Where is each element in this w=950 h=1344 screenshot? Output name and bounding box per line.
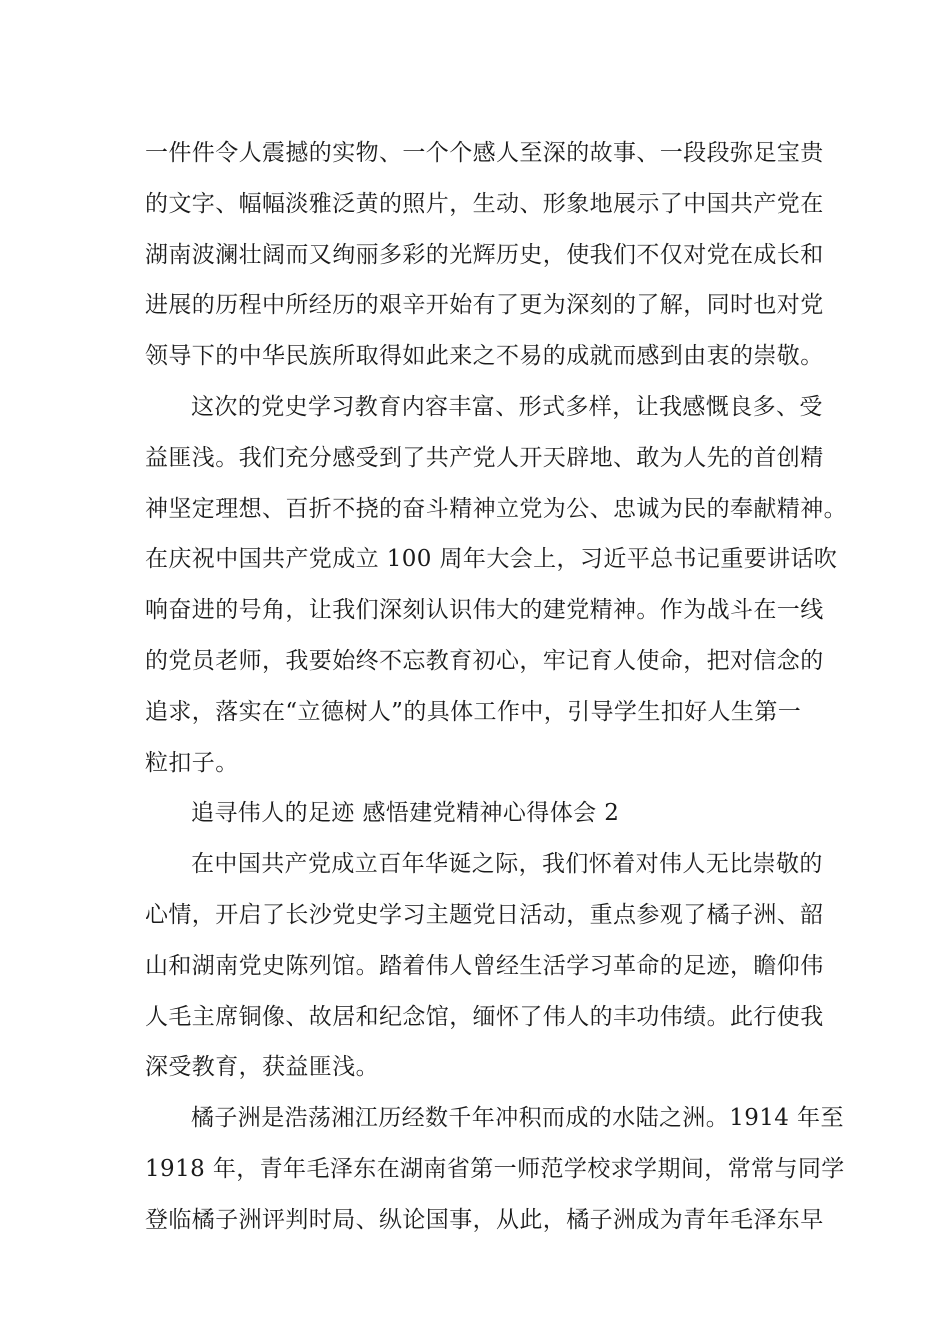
text-line: 山和湖南党史陈列馆。踏着伟人曾经生活学习革命的足迹，瞻仰伟 [145, 952, 824, 979]
text-line: 响奋进的号角，让我们深刻认识伟大的建党精神。作为战斗在一线 [145, 597, 824, 624]
text-line: 的文字、幅幅淡雅泛黄的照片，生动、形象地展示了中国共产党在 [145, 190, 824, 217]
text-line: 神坚定理想、百折不挠的奋斗精神立党为公、忠诚为民的奉献精神。 [145, 495, 847, 522]
paragraph-first-line: 在中国共产党成立百年华诞之际，我们怀着对伟人无比崇敬的 [191, 851, 823, 878]
text-line: 登临橘子洲评判时局、纵论国事，从此，橘子洲成为青年毛泽东早 [145, 1206, 824, 1233]
text-line: 深受教育，获益匪浅。 [145, 1054, 379, 1081]
paragraph-first-line: 这次的党史学习教育内容丰富、形式多样，让我感慨良多、受 [191, 393, 823, 420]
text-line: 的党员老师，我要始终不忘教育初心，牢记育人使命，把对信念的 [145, 647, 824, 674]
text-line: 1918 年，青年毛泽东在湖南省第一师范学校求学期间，常常与同学 [145, 1155, 845, 1182]
text-line: 追求，落实在“立德树人”的具体工作中，引导学生扣好人生第一 [145, 698, 802, 725]
document-body [145, 128, 847, 1246]
text-line: 益匪浅。我们充分感受到了共产党人开天辟地、敢为人先的首创精 [145, 444, 824, 471]
text-line: 在庆祝中国共产党成立 100 周年大会上，习近平总书记重要讲话吹 [145, 546, 838, 573]
text-line: 湖南波澜壮阔而又绚丽多彩的光辉历史，使我们不仅对党在成长和 [145, 241, 824, 268]
text-line: 进展的历程中所经历的艰辛开始有了更为深刻的了解，同时也对党 [145, 292, 824, 319]
section-heading: 追寻伟人的足迹 感悟建党精神心得体会 2 [191, 800, 620, 827]
text-line: 领导下的中华民族所取得如此来之不易的成就而感到由衷的崇敬。 [145, 343, 824, 370]
paragraph-first-line: 橘子洲是浩荡湘江历经数千年冲积而成的水陆之洲。1914 年至 [191, 1105, 844, 1132]
text-line: 心情，开启了长沙党史学习主题党日活动，重点参观了橘子洲、韶 [145, 901, 824, 928]
text-line: 粒扣子。 [145, 749, 239, 776]
text-line: 人毛主席铜像、故居和纪念馆，缅怀了伟人的丰功伟绩。此行使我 [145, 1003, 824, 1030]
text-line: 一件件令人震撼的实物、一个个感人至深的故事、一段段弥足宝贵 [145, 140, 824, 166]
